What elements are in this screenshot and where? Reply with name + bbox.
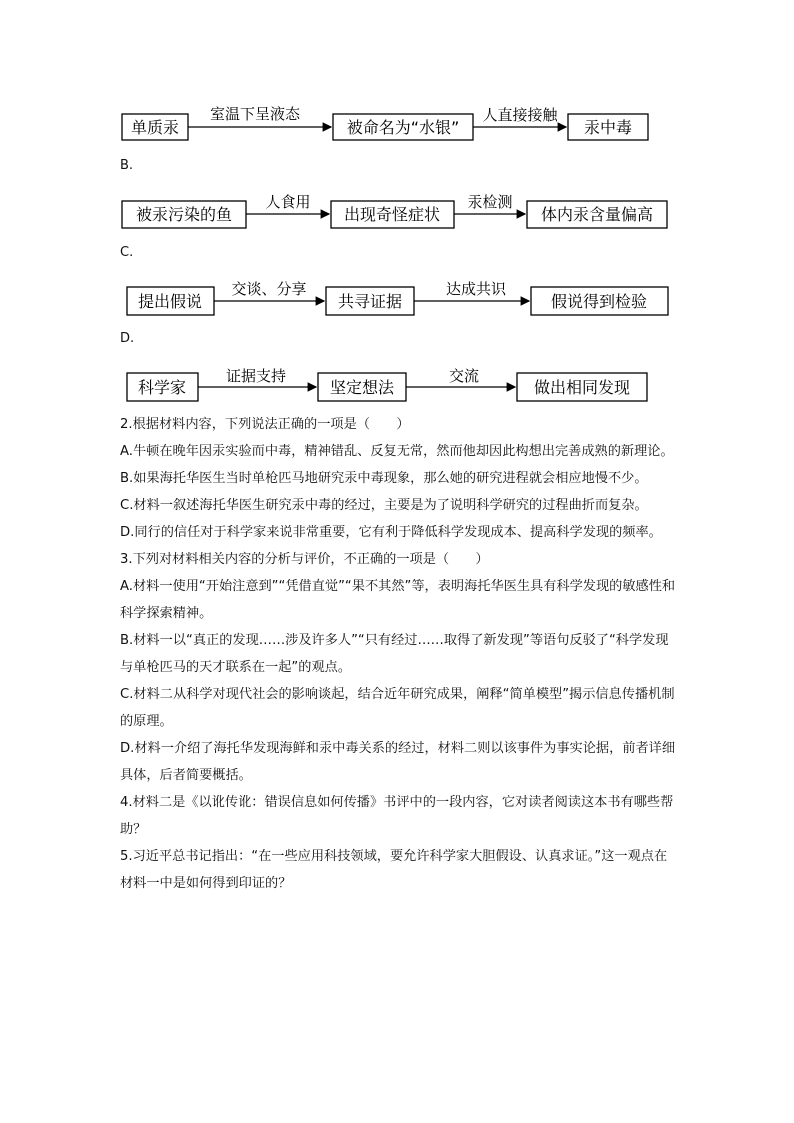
diagram-a-box-2-label: 被命名为“水银” (346, 118, 460, 137)
q5: 5.习近平总书记指出：“在一些应用科技领域，要允许科学家大胆假设、认真求证。”这一观点在材料一中是如何得到印证的？ (120, 849, 668, 891)
q2-option-a: A.牛顿在晚年因汞实验而中毒，精神错乱、反复无常，然而他却因此构想出完善成熟的新理论。 (120, 444, 674, 459)
diagram-c-arrow-1-label: 交谈、分享 (231, 280, 307, 298)
q2-option-d: D.同行的信任对于科学家来说非常重要，它有利于降低科学发现成本、提高科学发现的频率。 (120, 525, 662, 540)
diagram-c-box-1-label: 提出假说 (137, 292, 203, 311)
diagram-b-box-2-label: 出现奇怪症状 (343, 205, 441, 224)
diagram-b-box-1-label: 被汞污染的鱼 (135, 205, 233, 224)
q3-option-b: B.材料一以“真正的发现……涉及许多人”“只有经过……取得了新发现”等语句反驳了“科学发现与单枪匹马的天才联系在一起”的观点。 (120, 633, 669, 675)
diagram-d-arrow-2-label: 交流 (448, 367, 480, 385)
diagram-b (122, 193, 667, 228)
diagram-a-box-1-label: 单质汞 (130, 118, 180, 137)
flow-diagrams-svg (0, 0, 794, 410)
diagram-b-box-3-label: 体内汞含量偏高 (540, 205, 654, 224)
flow-diagrams (0, 0, 794, 410)
diagram-d-box-1-label: 科学家 (137, 378, 187, 397)
diagram-d-box-2-label: 坚定想法 (329, 378, 395, 397)
q2-stem: 2.根据材料内容，下列说法正确的一项是（ ） (120, 417, 410, 432)
diagram-c-arrow-2-label: 达成共识 (445, 280, 507, 298)
q3-option-d: D.材料一介绍了海托华发现海鲜和汞中毒关系的经过，材料二则以该事件为事实论据，前者详细具体，后者简要概括。 (120, 741, 676, 783)
diagram-c-box-2-label: 共寻证据 (337, 292, 403, 311)
q3-option-c: C.材料二从科学对现代社会的影响谈起，结合近年研究成果，阐释“简单模型”揭示信息传播机制的原理。 (120, 687, 675, 729)
option-label-b: B. (120, 158, 134, 173)
diagram-d-arrow-1-label: 证据支持 (225, 367, 287, 385)
diagram-d-box-3-label: 做出相同发现 (533, 378, 631, 397)
q2-option-c: C.材料一叙述海托华医生研究汞中毒的经过，主要是为了说明科学研究的过程曲折而复杂。 (120, 498, 648, 513)
q3-option-a: A.材料一使用“开始注意到”“凭借直觉”“果不其然”等，表明海托华医生具有科学发现的敏感性和科学探索精神。 (120, 579, 676, 621)
diagram-c-box-3-label: 假说得到检验 (550, 292, 648, 311)
option-label-c: C. (120, 245, 134, 260)
diagram-a-arrow-1-label: 室温下呈液态 (209, 105, 301, 123)
option-label-d: D. (120, 331, 135, 346)
q3-stem: 3.下列对材料相关内容的分析与评价，不正确的一项是（ ） (120, 552, 489, 567)
q4: 4.材料二是《以讹传讹：错误信息如何传播》书评中的一段内容，它对读者阅读这本书有哪些帮助？ (120, 795, 674, 837)
diagram-a-box-3-label: 汞中毒 (583, 118, 633, 137)
q2-option-b: B.如果海托华医生当时单枪匹马地研究汞中毒现象，那么她的研究进程就会相应地慢不少。 (120, 471, 648, 486)
diagram-b-arrow-1-label: 人食用 (265, 193, 311, 211)
diagram-a-arrow-2-label: 人直接接触 (482, 106, 558, 124)
diagram-c (127, 280, 668, 315)
diagram-b-arrow-2-label: 汞检测 (467, 193, 513, 211)
diagram-d (127, 367, 647, 401)
diagram-a (122, 105, 648, 140)
questions-block (120, 411, 676, 897)
